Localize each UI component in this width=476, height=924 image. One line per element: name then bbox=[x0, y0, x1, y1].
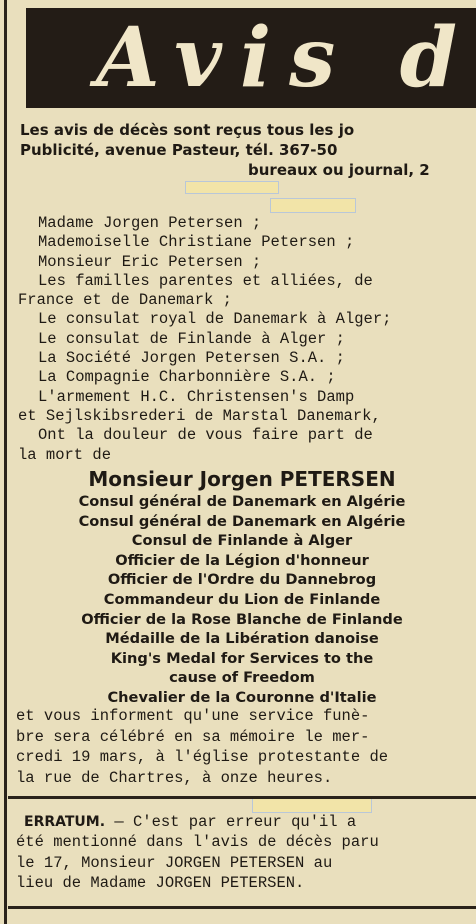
title-line: Officier de l'Ordre du Dannebrog bbox=[107, 571, 377, 589]
notice-line: et Sejlskibsrederi de Marstal Danemark, bbox=[18, 406, 381, 425]
highlight-mark bbox=[252, 798, 372, 813]
service-line: credi 19 mars, à l'église protestante de bbox=[16, 748, 389, 766]
intro-line: bureaux ou journal, 2 bbox=[248, 161, 430, 179]
family-list bbox=[18, 214, 466, 465]
notice-line: Les familles parentes et alliées, de bbox=[38, 271, 373, 290]
notice-line: L'armement H.C. Christensen's Damp bbox=[38, 387, 355, 406]
section-divider bbox=[8, 796, 476, 799]
banner-title: Avis d bbox=[96, 10, 476, 106]
service-line: la rue de Chartres, à onze heures. bbox=[16, 768, 333, 787]
erratum-line: lieu de Madame JORGEN PETERSEN. bbox=[16, 873, 305, 892]
service-line: bre sera célébré en sa mémoire le mer- bbox=[16, 727, 370, 746]
notice-line: Madame Jorgen Petersen ; bbox=[38, 214, 262, 232]
erratum-paragraph bbox=[16, 812, 466, 893]
highlight-mark bbox=[185, 181, 279, 194]
title-line: King's Medal for Services to the bbox=[110, 649, 374, 667]
erratum-lead: ERRATUM. bbox=[24, 814, 106, 830]
title-line: Consul de Finlande à Alger bbox=[131, 532, 353, 550]
intro-line: Publicité, avenue Pasteur, tél. 367-50 bbox=[20, 141, 338, 159]
section-banner bbox=[26, 8, 476, 108]
title-line: Officier de la Rose Blanche de Finlande bbox=[81, 610, 403, 628]
notice-line: Mademoiselle Christiane Petersen ; bbox=[38, 233, 355, 252]
title-line: Officier de la Légion d'honneur bbox=[115, 551, 369, 569]
intro-paragraph bbox=[20, 120, 476, 180]
title-line: Chevalier de la Couronne d'Italie bbox=[107, 688, 377, 706]
title-line: Consul général de Danemark en Algérie bbox=[78, 512, 406, 530]
erratum-text: — C'est par erreur qu'il a bbox=[114, 813, 357, 831]
service-paragraph bbox=[16, 706, 466, 788]
deceased-block bbox=[20, 466, 464, 708]
erratum-line: été mentionné dans l'avis de décès paru bbox=[16, 833, 379, 852]
intro-line: Les avis de décès sont reçus tous les jo bbox=[20, 121, 355, 139]
section-divider bbox=[8, 906, 476, 909]
notice-line: La Société Jorgen Petersen S.A. ; bbox=[38, 349, 345, 368]
notice-line: La Compagnie Charbonnière S.A. ; bbox=[38, 368, 336, 387]
deceased-name: Monsieur Jorgen PETERSEN bbox=[88, 467, 396, 491]
title-line: cause of Freedom bbox=[169, 669, 315, 687]
notice-line: la mort de bbox=[18, 445, 112, 464]
column-rule bbox=[4, 0, 7, 924]
notice-line: Le consulat royal de Danemark à Alger; bbox=[38, 310, 392, 329]
title-line: Médaille de la Libération danoise bbox=[105, 630, 379, 648]
notice-line: Ont la douleur de vous faire part de bbox=[38, 426, 373, 445]
notice-line: Monsieur Eric Petersen ; bbox=[38, 252, 262, 271]
service-line: et vous informent qu'une service funè- bbox=[16, 707, 370, 725]
notice-line: Le consulat de Finlande à Alger ; bbox=[38, 329, 345, 348]
highlight-mark bbox=[270, 198, 356, 213]
title-line: Consul général de Danemark en Algérie bbox=[78, 493, 406, 510]
title-line: Commandeur du Lion de Finlande bbox=[103, 590, 381, 608]
erratum-line: le 17, Monsieur JORGEN PETERSEN au bbox=[16, 853, 333, 872]
erratum-line bbox=[16, 812, 466, 832]
notice-line: France et de Danemark ; bbox=[18, 291, 232, 310]
